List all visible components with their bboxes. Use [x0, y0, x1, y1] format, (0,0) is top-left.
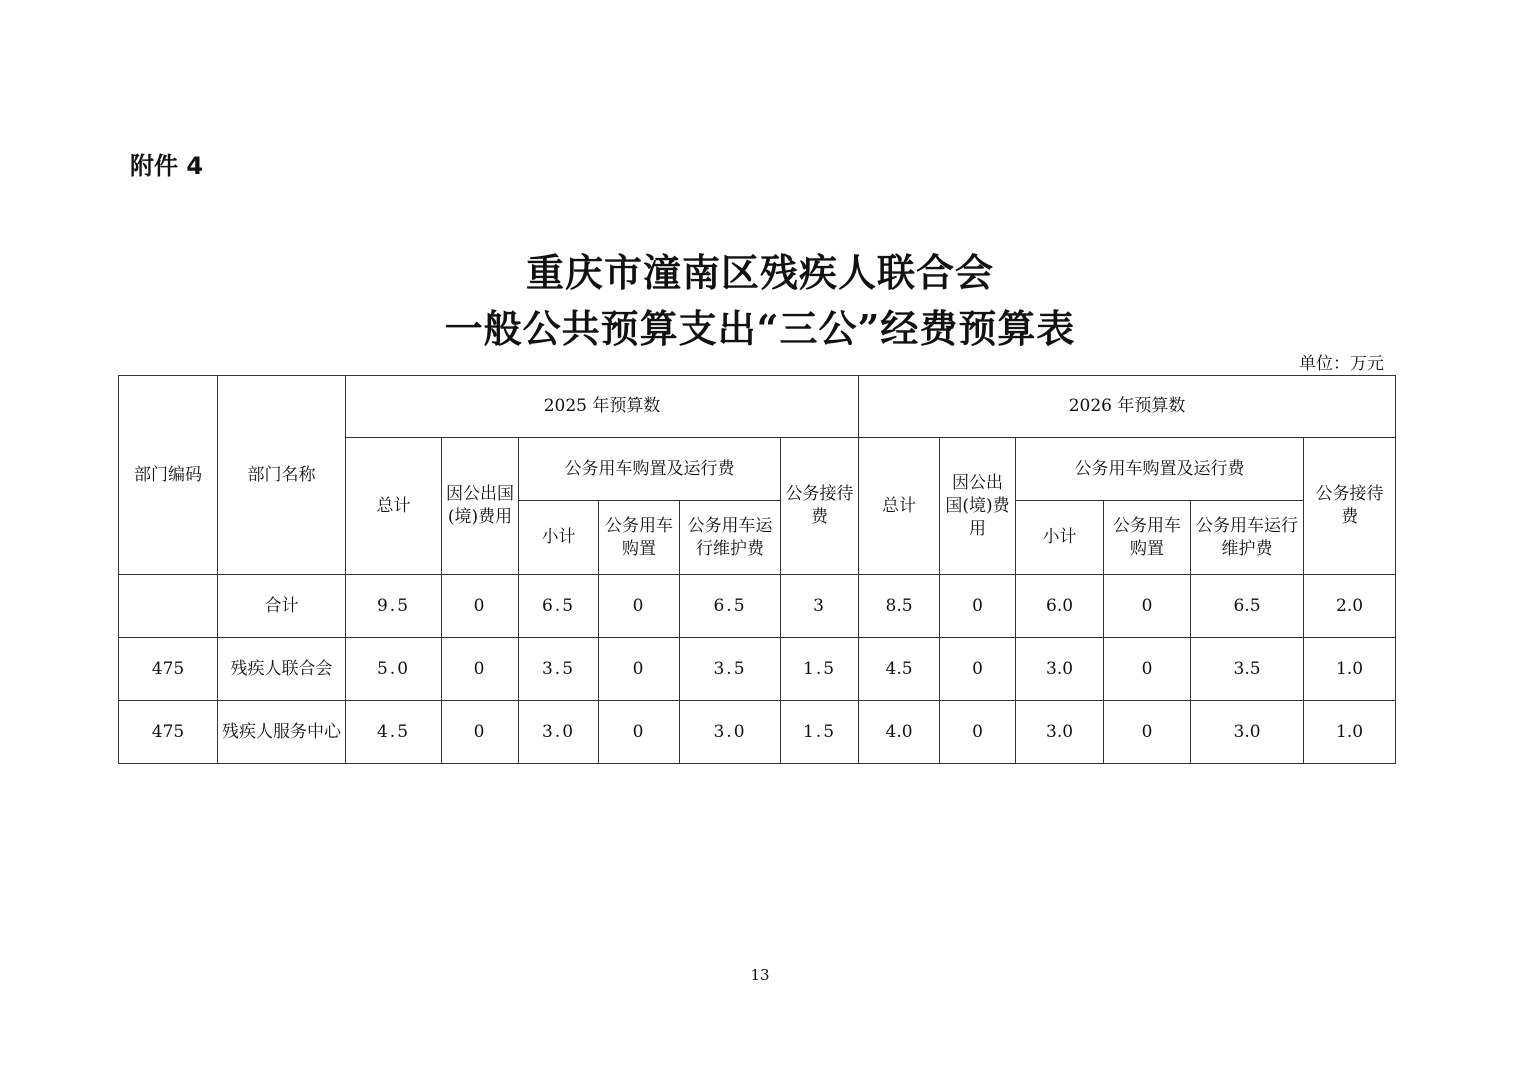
header-reception-2025: 公务接待费 — [781, 438, 859, 575]
header-total-2026: 总计 — [859, 438, 940, 575]
reception-2026-cell: 2.0 — [1304, 575, 1396, 638]
title-line-1: 重庆市潼南区残疾人联合会 — [525, 250, 994, 295]
header-vehicle-purchase-2025: 公务用车购置 — [599, 501, 680, 575]
header-vehicle-purchase-2026: 公务用车购置 — [1104, 501, 1191, 575]
header-total-2025: 总计 — [346, 438, 442, 575]
header-dept-name: 部门名称 — [218, 376, 346, 575]
header-abroad-2026: 因公出国(境)费用 — [940, 438, 1016, 575]
purchase-2025-cell: 0 — [599, 638, 680, 701]
subtotal-2026-cell: 6.0 — [1016, 575, 1104, 638]
header-reception-2026: 公务接待费 — [1304, 438, 1396, 575]
abroad-2025-cell: 0 — [442, 638, 519, 701]
header-abroad-2025: 因公出国(境)费用 — [442, 438, 519, 575]
header-year-2026: 2026 年预算数 — [859, 376, 1396, 438]
budget-table — [118, 375, 1396, 764]
purchase-2025-cell: 0 — [599, 575, 680, 638]
abroad-2025-cell: 0 — [442, 701, 519, 764]
abroad-2026-cell: 0 — [940, 638, 1016, 701]
dept-code-cell: 475 — [119, 701, 218, 764]
subtotal-2025-cell: 3.0 — [519, 701, 599, 764]
maintenance-2026-cell: 3.0 — [1191, 701, 1304, 764]
abroad-2026-cell: 0 — [940, 701, 1016, 764]
total-2026-cell: 4.0 — [859, 701, 940, 764]
maintenance-2025-cell: 6.5 — [680, 575, 781, 638]
table-row — [119, 638, 1396, 701]
abroad-2026-cell: 0 — [940, 575, 1016, 638]
reception-2025-cell: 1.5 — [781, 638, 859, 701]
header-subtotal-2025: 小计 — [519, 501, 599, 575]
total-2026-cell: 4.5 — [859, 638, 940, 701]
maintenance-2026-cell: 3.5 — [1191, 638, 1304, 701]
total-2025-cell: 9.5 — [346, 575, 442, 638]
maintenance-2025-cell: 3.5 — [680, 638, 781, 701]
header-vehicle-2025: 公务用车购置及运行费 — [519, 438, 781, 501]
title-line-2: 一般公共预算支出“三公”经费预算表 — [444, 306, 1076, 351]
header-vehicle-2026: 公务用车购置及运行费 — [1016, 438, 1304, 501]
subtotal-2026-cell: 3.0 — [1016, 638, 1104, 701]
dept-code-cell — [119, 575, 218, 638]
dept-name-cell: 残疾人联合会 — [218, 638, 346, 701]
unit-label: 单位：万元 — [1299, 354, 1384, 374]
maintenance-2025-cell: 3.0 — [680, 701, 781, 764]
dept-name-cell: 合计 — [218, 575, 346, 638]
reception-2025-cell: 1.5 — [781, 701, 859, 764]
subtotal-2026-cell: 3.0 — [1016, 701, 1104, 764]
header-dept-code: 部门编码 — [119, 376, 218, 575]
maintenance-2026-cell: 6.5 — [1191, 575, 1304, 638]
attachment-label: 附件 4 — [130, 152, 204, 180]
subtotal-2025-cell: 6.5 — [519, 575, 599, 638]
header-vehicle-maintenance-2025: 公务用车运行维护费 — [680, 501, 781, 575]
purchase-2026-cell: 0 — [1104, 575, 1191, 638]
header-vehicle-maintenance-2026: 公务用车运行维护费 — [1191, 501, 1304, 575]
page-number: 13 — [750, 966, 770, 984]
header-subtotal-2026: 小计 — [1016, 501, 1104, 575]
purchase-2026-cell: 0 — [1104, 701, 1191, 764]
purchase-2026-cell: 0 — [1104, 638, 1191, 701]
table-row — [119, 575, 1396, 638]
purchase-2025-cell: 0 — [599, 701, 680, 764]
total-2025-cell: 5.0 — [346, 638, 442, 701]
total-2026-cell: 8.5 — [859, 575, 940, 638]
total-2025-cell: 4.5 — [346, 701, 442, 764]
reception-2026-cell: 1.0 — [1304, 701, 1396, 764]
subtotal-2025-cell: 3.5 — [519, 638, 599, 701]
reception-2025-cell: 3 — [781, 575, 859, 638]
reception-2026-cell: 1.0 — [1304, 638, 1396, 701]
dept-code-cell: 475 — [119, 638, 218, 701]
abroad-2025-cell: 0 — [442, 575, 519, 638]
header-year-2025: 2025 年预算数 — [346, 376, 859, 438]
dept-name-cell: 残疾人服务中心 — [218, 701, 346, 764]
table-row — [119, 701, 1396, 764]
